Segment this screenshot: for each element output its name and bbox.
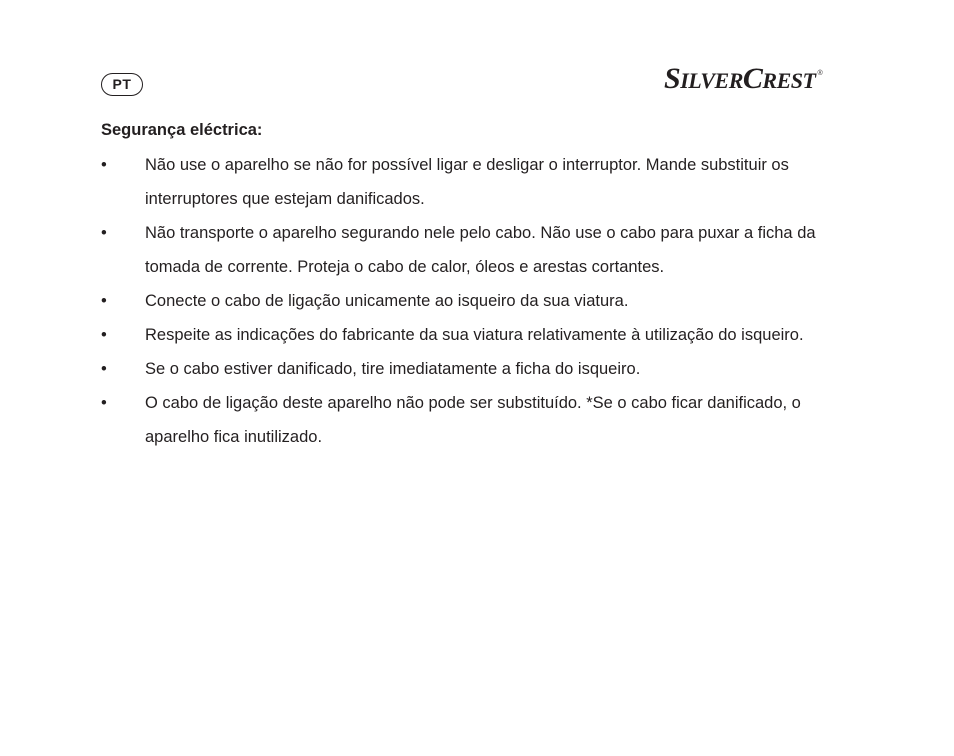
bullet-marker: •: [101, 156, 107, 174]
brand-logo: [664, 62, 822, 96]
list-item-text: Respeite as indicações do fabricante da sua viatura relativamente à utilização do isqueiro.: [145, 326, 804, 344]
list-item-text: Conecte o cabo de ligação unicamente ao isqueiro da sua viatura.: [145, 292, 629, 310]
list-item-text: Se o cabo estiver danificado, tire imediatamente a ficha do isqueiro.: [145, 360, 641, 378]
list-item: [101, 148, 861, 216]
bullet-marker: •: [101, 360, 107, 378]
bullet-marker: •: [101, 292, 107, 310]
registered-mark: ®: [817, 70, 823, 77]
list-item-text: Não transporte o aparelho segurando nele pelo cabo. Não use o cabo para puxar a ficha da tomada de corrente. Proteja o cabo de calor, óleos e arestas cortantes.: [145, 224, 816, 276]
list-item: [101, 216, 861, 284]
list-item: [101, 352, 861, 386]
safety-bullet-list: [101, 148, 861, 454]
list-item-text: Não use o aparelho se não for possível ligar e desligar o interruptor. Mande substituir os interruptores que estejam danificados.: [145, 156, 789, 208]
list-item: [101, 318, 861, 352]
bullet-marker: •: [101, 224, 107, 242]
list-item-text: O cabo de ligação deste aparelho não pode ser substituído. *Se o cabo ficar danificado, o aparelho fica inutilizado.: [145, 394, 801, 446]
language-badge: PT: [101, 73, 143, 96]
bullet-marker: •: [101, 326, 107, 344]
brand-logo-mark: SILVERCREST: [664, 62, 816, 95]
list-item: [101, 284, 861, 318]
section-title: Segurança eléctrica:: [101, 121, 263, 139]
list-item: [101, 386, 861, 454]
bullet-marker: •: [101, 394, 107, 412]
